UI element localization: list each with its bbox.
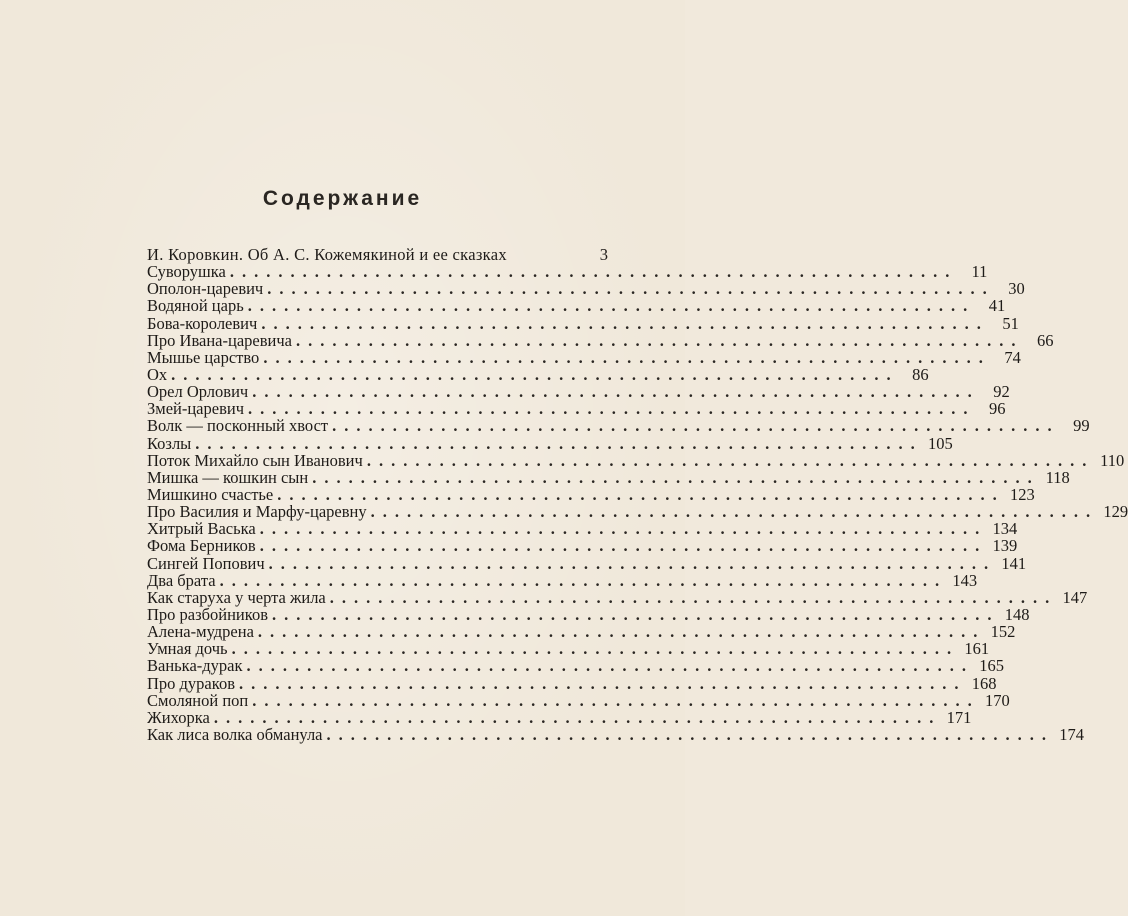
toc-leader-dots: ............................................................: [312, 467, 1040, 487]
toc-entry: [147, 313, 1019, 333]
toc-entry-title: Суворушка: [147, 262, 226, 282]
toc-leader-dots: ............................................................: [332, 416, 1060, 436]
toc-entry: [147, 536, 1018, 556]
toc-entry: [147, 622, 1016, 642]
toc-leader-dots: ............................................................: [366, 450, 1095, 470]
toc-entry-page: 74: [1004, 347, 1021, 367]
toc-entry-page: 165: [979, 656, 1005, 676]
toc-entry-page: 11: [971, 262, 988, 282]
toc-entry-title: Мишка — кошкин сын: [147, 467, 309, 487]
toc-entry-title: Водяной царь: [147, 296, 244, 316]
toc-leader-dots: ............................................................: [259, 519, 988, 539]
toc-leader-dots: ............................................................: [247, 296, 976, 316]
toc-entry-title: Козлы: [147, 433, 192, 453]
toc-entry-title: Мишкино счастье: [147, 484, 274, 504]
toc-entry: [147, 399, 1006, 419]
toc-entry-page: 86: [912, 364, 929, 384]
toc-entry: [147, 467, 1070, 487]
toc-entry-page: 147: [1062, 587, 1088, 607]
toc-entry: [147, 502, 1128, 522]
toc-entry: [147, 570, 978, 590]
toc-entry: [147, 553, 1027, 573]
toc-entry-page: 110: [1100, 450, 1125, 470]
toc-entry: [147, 364, 929, 384]
toc-entry-title: Хитрый Васька: [147, 519, 256, 539]
toc-entry-page: 148: [1004, 604, 1030, 624]
toc-leader-dots: ............................................................: [213, 707, 942, 727]
page-title: Содержание: [262, 187, 423, 210]
toc-entry-title: Про дураков: [147, 673, 235, 693]
toc-entry: [147, 690, 1010, 710]
toc-entry-page: 171: [946, 707, 972, 727]
toc-entry-title: Ох: [147, 364, 168, 384]
table-of-contents: [147, 245, 1128, 744]
toc-leader-dots: ............................................................: [259, 536, 988, 556]
toc-entry-page: 118: [1045, 467, 1070, 487]
toc-entry-page: 105: [928, 433, 953, 453]
toc-leader-dots: ............................................................: [272, 604, 1000, 624]
toc-entry-page: 174: [1059, 724, 1084, 744]
toc-leader-dots: ............................................................: [295, 330, 1024, 350]
toc-entry-page: 168: [971, 673, 997, 693]
toc-entry-page: 66: [1036, 330, 1054, 350]
toc-entry-title: Про разбойников: [147, 604, 268, 624]
toc-entry-title: Фома Берников: [147, 536, 256, 556]
toc-entry-page: 96: [989, 399, 1006, 419]
toc-leader-dots: ............................................................: [231, 639, 960, 659]
toc-entry: [147, 279, 1025, 299]
toc-entry: [147, 724, 1084, 744]
toc-entry-title: Про Василия и Марфу-царевну: [147, 502, 367, 522]
toc-entry-page: 141: [1001, 553, 1027, 573]
toc-entry: [147, 262, 988, 282]
toc-entry-page: 41: [988, 296, 1006, 316]
toc-leader-dots: ............................................................: [261, 313, 989, 333]
toc-entry-page: 139: [992, 536, 1018, 556]
toc-entry-title: Змей-царевич: [147, 399, 245, 419]
toc-entry: [147, 450, 1125, 470]
toc-entry-title: Про Ивана-царевича: [147, 330, 292, 350]
toc-entry: [147, 673, 997, 693]
toc-entry-title: Как старуха у черта жила: [147, 587, 326, 607]
toc-leader-dots: ............................................................: [252, 690, 980, 710]
toc-entry: [147, 246, 608, 263]
toc-entry-title: Поток Михайло сын Иванович: [147, 450, 363, 470]
toc-entry: [147, 347, 1021, 367]
toc-entry-page: 3: [599, 245, 608, 264]
toc-entry-title: Жихорка: [147, 707, 210, 727]
toc-entry-title: Как лиса волка обманула: [147, 724, 323, 744]
toc-entry: [147, 639, 990, 659]
toc-entry-title: И. Коровкин. Об А. С. Кожемякиной и ее сказках: [147, 245, 507, 264]
toc-leader-dots: ............................................................: [246, 656, 975, 676]
toc-entry: [147, 330, 1054, 350]
toc-entry-page: 143: [952, 570, 978, 590]
toc-entry-page: 129: [1103, 502, 1128, 522]
toc-entry: [147, 484, 1035, 504]
toc-leader-dots: ............................................................: [252, 382, 980, 402]
toc-leader-dots: ............................................................: [326, 724, 1054, 744]
toc-entry: [147, 604, 1030, 624]
toc-entry-title: Мышье царство: [147, 347, 260, 367]
toc-leader-dots: ............................................................: [268, 553, 997, 573]
toc-entry-page: 30: [1008, 279, 1025, 299]
toc-entry: [147, 587, 1088, 607]
toc-entry-title: Орел Орлович: [147, 382, 249, 402]
toc-entry: [147, 433, 953, 453]
toc-entry-page: 161: [964, 639, 990, 659]
toc-leader-dots: ............................................................: [257, 622, 986, 642]
toc-leader-dots: ............................................................: [277, 484, 1005, 504]
toc-entry-page: 170: [985, 690, 1010, 710]
toc-entry-page: 92: [993, 382, 1010, 402]
toc-leader-dots: ............................................................: [229, 262, 958, 282]
toc-entry: [147, 656, 1005, 676]
toc-entry: [147, 707, 972, 727]
toc-entry-page: 51: [1002, 313, 1019, 333]
toc-leader-dots: ............................................................: [219, 570, 948, 590]
toc-entry: [147, 296, 1006, 316]
toc-leader-dots: ............................................................: [248, 399, 976, 419]
toc-entry-title: Ополон-царевич: [147, 279, 264, 299]
toc-entry-page: 152: [990, 622, 1016, 642]
toc-entry: [147, 519, 1018, 539]
toc-entry: [147, 382, 1010, 402]
toc-entry-title: Умная дочь: [147, 639, 228, 659]
toc-entry-title: Алена-мудрена: [147, 622, 254, 642]
toc-entry-page: 134: [992, 519, 1018, 539]
toc-entry-page: 99: [1073, 416, 1090, 436]
toc-leader-dots: ............................................................: [370, 502, 1099, 522]
toc-entry-title: Ванька-дурак: [147, 656, 243, 676]
toc-entry-title: Сингей Попович: [147, 553, 265, 573]
toc-entry: [147, 416, 1090, 436]
toc-leader-dots: ............................................................: [329, 587, 1058, 607]
toc-leader-dots: ............................................................: [267, 279, 995, 299]
toc-entry-title: Смоляной поп: [147, 690, 249, 710]
toc-entry-page: 123: [1010, 484, 1035, 504]
toc-leader-dots: ............................................................: [195, 433, 923, 453]
toc-entry-title: Волк — посконный хвост: [147, 416, 329, 436]
toc-leader-dots: ............................................................: [238, 673, 967, 693]
toc-entry-title: Бова-королевич: [147, 313, 258, 333]
toc-leader-dots: ............................................................: [263, 347, 991, 367]
toc-entry-title: Два брата: [147, 570, 216, 590]
toc-leader-dots: ............................................................: [171, 364, 899, 384]
